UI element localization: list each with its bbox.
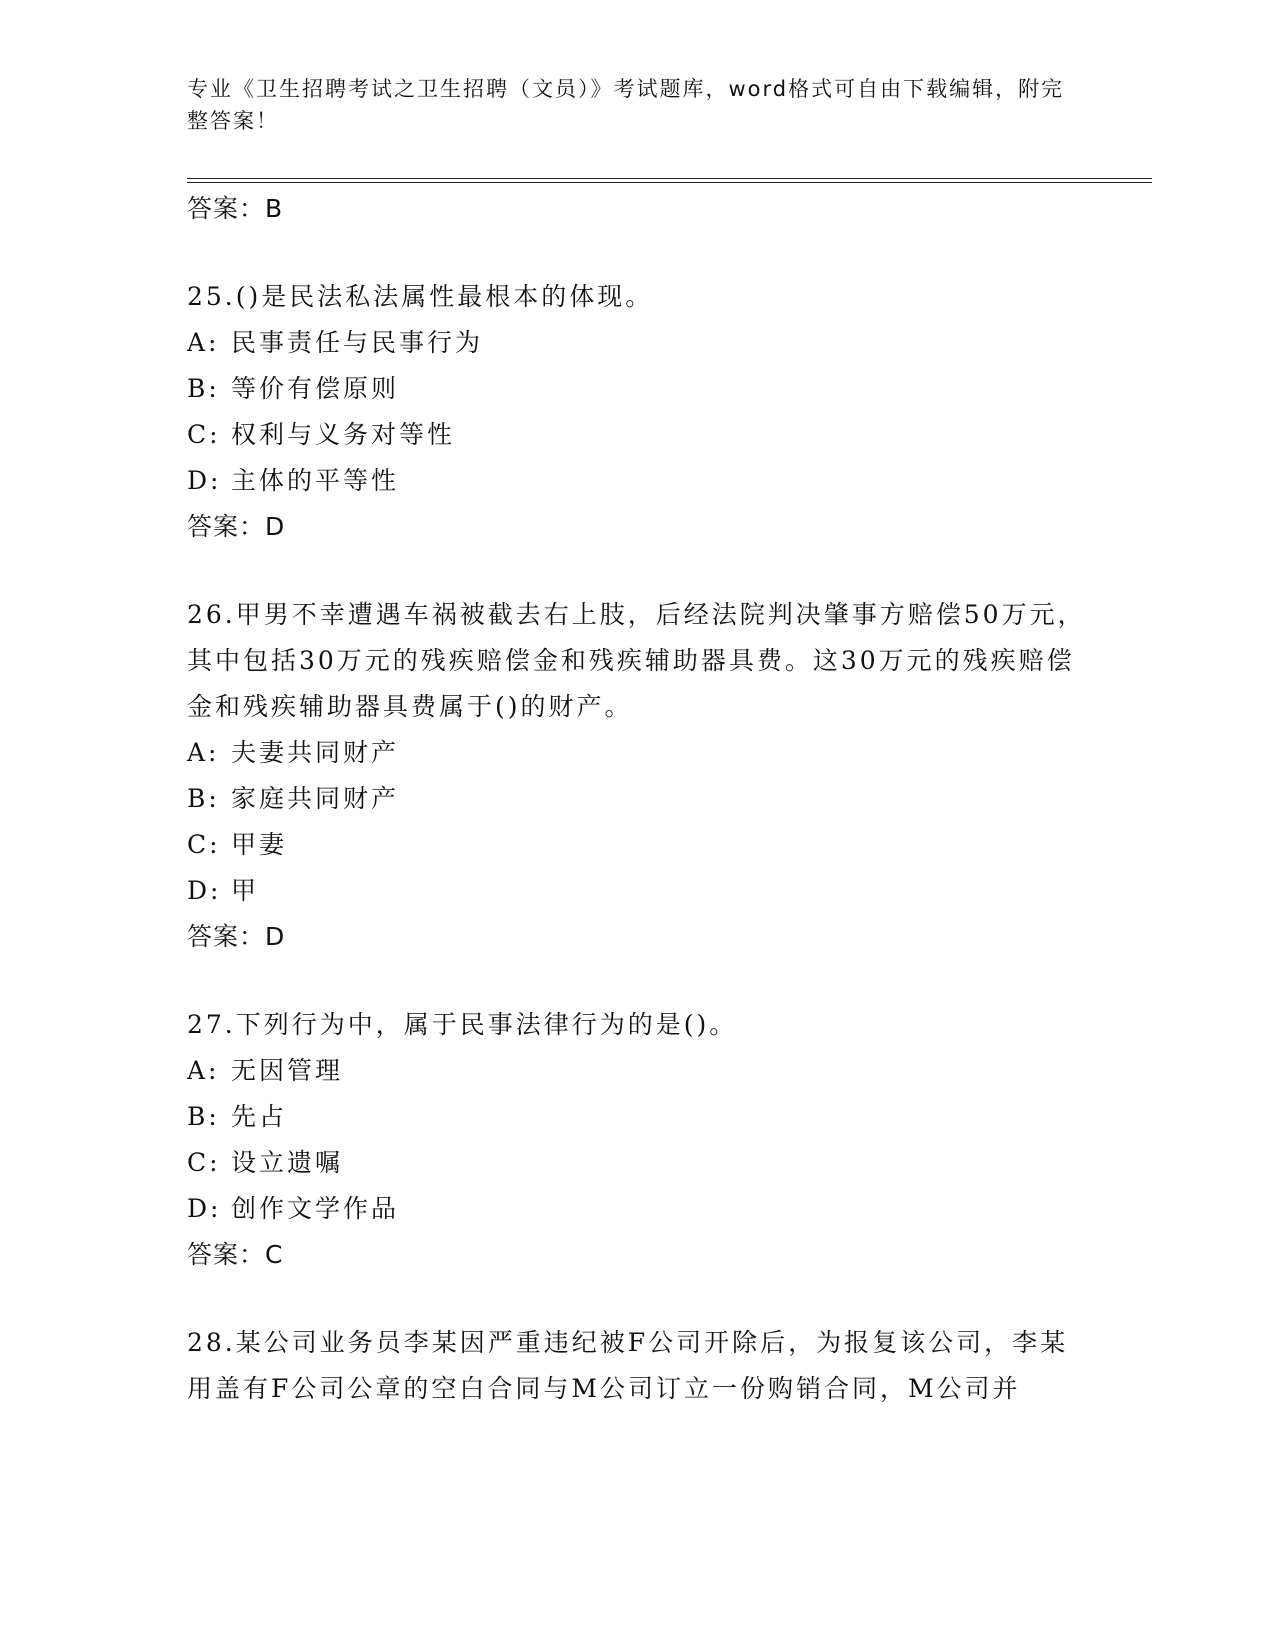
option-label: D: xyxy=(187,466,222,495)
option-text: 等价有偿原则 xyxy=(231,374,400,403)
option-label: A: xyxy=(187,328,220,357)
option-text: 家庭共同财产 xyxy=(231,784,400,813)
option-text: 无因管理 xyxy=(231,1056,344,1085)
option-d xyxy=(187,1186,1087,1232)
answer-line: 答案：D xyxy=(187,512,286,541)
option-d xyxy=(187,868,1087,914)
option-label: C: xyxy=(187,420,221,449)
option-text: 设立遗嘱 xyxy=(231,1148,344,1177)
option-label: D: xyxy=(187,876,222,905)
header-divider xyxy=(187,178,1152,183)
option-d xyxy=(187,458,1087,504)
question-list xyxy=(187,186,1087,1412)
option-text: 先占 xyxy=(231,1102,288,1131)
option-label: B: xyxy=(187,784,220,813)
option-text: 民事责任与民事行为 xyxy=(231,328,484,357)
question-stem: 25.()是民法私法属性最根本的体现。 xyxy=(187,282,654,311)
option-text: 主体的平等性 xyxy=(231,466,400,495)
option-text: 夫妻共同财产 xyxy=(231,738,400,767)
option-label: B: xyxy=(187,1102,220,1131)
option-b xyxy=(187,1094,1087,1140)
option-label: B: xyxy=(187,374,220,403)
document-header: 专业《卫生招聘考试之卫生招聘（文员）》考试题库，word格式可自由下载编辑，附完整答案！ xyxy=(187,77,1065,133)
option-label: C: xyxy=(187,1148,221,1177)
answer-line: 答案：B xyxy=(187,194,284,223)
question-28 xyxy=(187,1320,1087,1412)
option-text: 甲妻 xyxy=(231,830,288,859)
answer-line: 答案：D xyxy=(187,922,286,951)
question-25 xyxy=(187,274,1087,550)
option-b xyxy=(187,366,1087,412)
option-b xyxy=(187,776,1087,822)
question-26 xyxy=(187,592,1087,960)
option-text: 甲 xyxy=(231,876,260,905)
option-a xyxy=(187,730,1087,776)
option-label: C: xyxy=(187,830,221,859)
question-stem: 27.下列行为中，属于民事法律行为的是()。 xyxy=(187,1010,738,1039)
answer-line: 答案：C xyxy=(187,1240,284,1269)
option-c xyxy=(187,412,1087,458)
option-a xyxy=(187,1048,1087,1094)
option-c xyxy=(187,1140,1087,1186)
option-text: 权利与义务对等性 xyxy=(231,420,456,449)
option-text: 创作文学作品 xyxy=(231,1194,400,1223)
option-label: A: xyxy=(187,738,220,767)
option-c xyxy=(187,822,1087,868)
question-27 xyxy=(187,1002,1087,1278)
question-stem: 26.甲男不幸遭遇车祸被截去右上肢，后经法院判决肇事方赔偿50万元，其中包括30万元的残疾赔偿金和残疾辅助器具费。这30万元的残疾赔偿金和残疾辅助器具费属于()的财产。 xyxy=(187,600,1086,721)
option-label: D: xyxy=(187,1194,222,1223)
option-label: A: xyxy=(187,1056,220,1085)
option-a xyxy=(187,320,1087,366)
question-stem: 28.某公司业务员李某因严重违纪被F公司开除后，为报复该公司，李某用盖有F公司公章的空白合同与M公司订立一份购销合同，M公司并 xyxy=(187,1328,1069,1403)
